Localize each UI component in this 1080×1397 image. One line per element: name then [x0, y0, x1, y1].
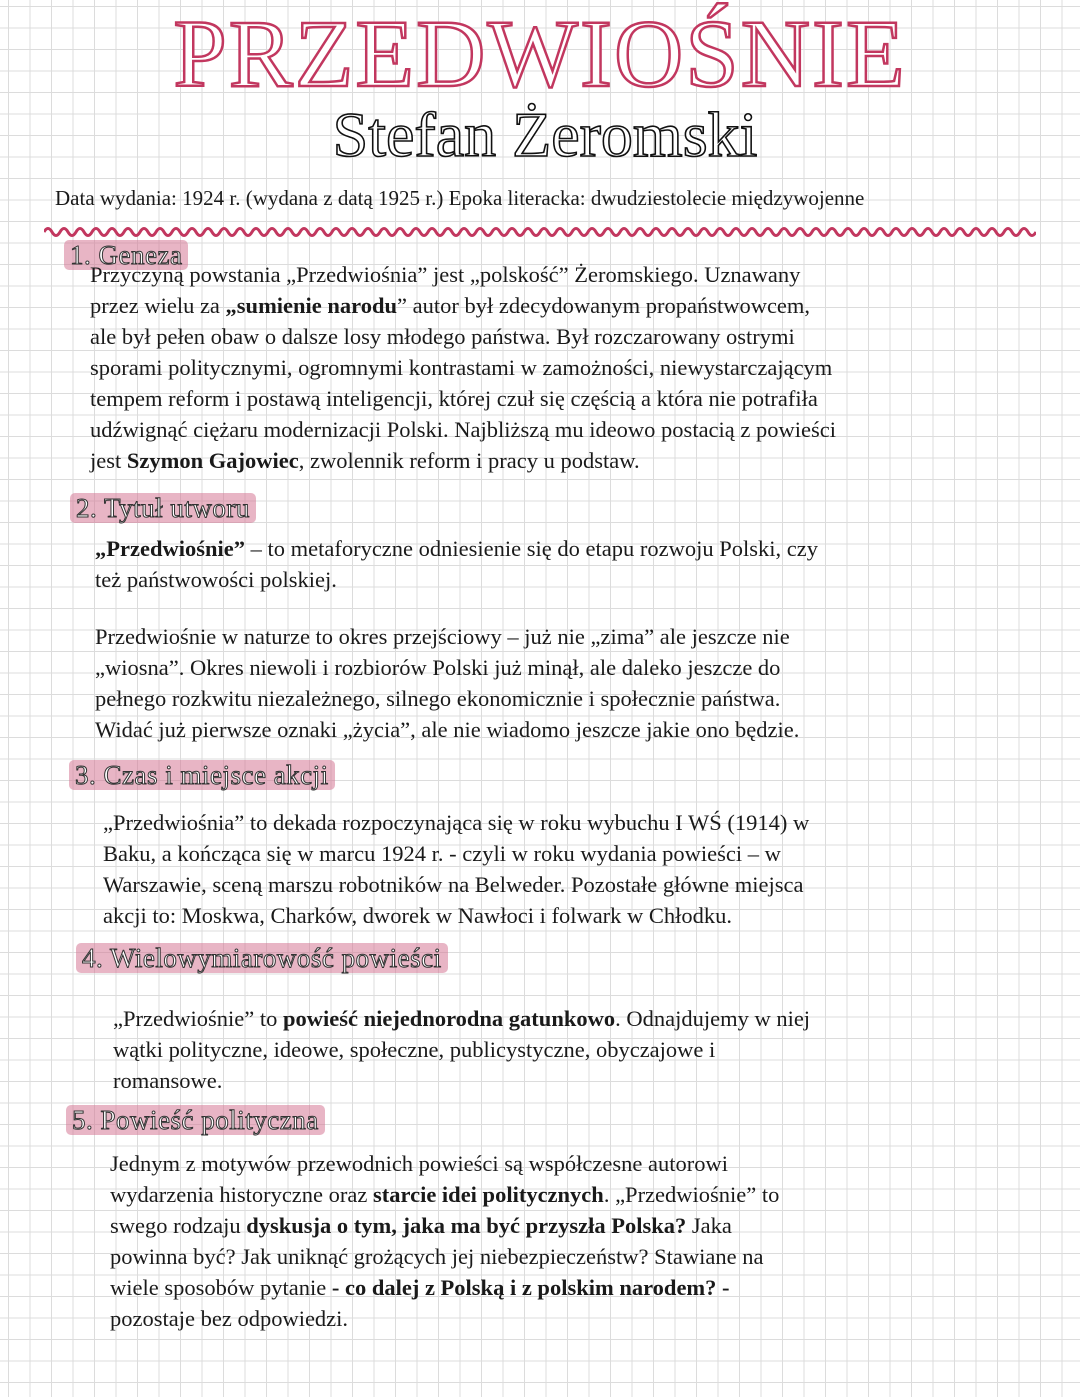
document-title: PRZEDWIOŚNIE	[173, 0, 907, 107]
text: Jednym z motywów przewodnich powieści są współczesne autorowi	[110, 1151, 728, 1176]
text: wątki polityczne, ideowe, społeczne, publicystyczne, obyczajowe i	[113, 1037, 716, 1062]
text: – to metaforyczne odniesienie się do etapu rozwoju Polski, czy	[244, 536, 818, 561]
text: Przedwiośnie w naturze to okres przejściowy – już nie „zima” ale jeszcze nie	[95, 624, 790, 649]
bold-text: powieść niejednorodna gatunkowo	[282, 1006, 616, 1031]
text-line	[110, 1272, 779, 1303]
text-line	[95, 683, 818, 714]
text-line	[90, 290, 836, 321]
text: . „Przedwiośnie” to	[603, 1182, 780, 1207]
text: Warszawie, sceną marszu robotników na Belweder. Pozostałe główne miejsca	[103, 872, 804, 897]
text: „Przedwiośnie” to	[113, 1006, 283, 1031]
section-heading-geneza: 1. Geneza	[64, 240, 188, 270]
text-line	[90, 383, 836, 414]
wavy-divider	[44, 224, 1036, 240]
publication-info: Data wydania: 1924 r. (wydana z datą 1925 r.) Epoka literacka: dwudziestolecie międzywojenne	[55, 186, 865, 210]
text: powinna być? Jak uniknąć grożących jej niebezpieczeństw? Stawiane na	[110, 1244, 764, 1269]
text: . Odnajdujemy w niej	[615, 1006, 811, 1031]
bold-text: „sumienie narodu	[225, 293, 398, 318]
text: Baku, a kończąca się w marcu 1924 r. - czyli w roku wydania powieści – w	[103, 841, 781, 866]
text: „wiosna”. Okres niewoli i rozbiorów Polski już minął, ale daleko jeszcze do	[95, 655, 781, 680]
text-line	[95, 564, 818, 595]
text: swego rodzaju	[110, 1213, 247, 1238]
text-line	[103, 807, 809, 838]
text: „Przedwiośnia” to dekada rozpoczynająca się w roku wybuchu I WŚ (1914) w	[103, 810, 810, 835]
text-line	[95, 652, 818, 683]
bold-text: dyskusja o tym, jaka ma być przyszła Polska?	[246, 1213, 687, 1238]
text: akcji to: Moskwa, Charków, dworek w Nawłoci i folwark w Chłodku.	[103, 903, 733, 928]
text-line	[103, 869, 809, 900]
text: też państwowości polskiej.	[95, 567, 337, 592]
text-line	[110, 1303, 779, 1334]
section-body-tytul	[95, 533, 818, 745]
section-heading-tytul: 2. Tytuł utworu	[70, 493, 256, 523]
text-line	[113, 1003, 810, 1034]
text: przez wielu za	[90, 293, 226, 318]
section-body-wielowymiarowosc	[113, 1003, 810, 1096]
text-line	[110, 1179, 779, 1210]
text-line	[90, 414, 836, 445]
text: Widać już pierwsze oznaki „życia”, ale nie wiadomo jeszcze jakie ono będzie.	[95, 717, 800, 742]
text-line	[95, 533, 818, 564]
section-heading-wielowymiarowosc: 4. Wielowymiarowość powieści	[76, 943, 448, 973]
text-line	[110, 1241, 779, 1272]
text: pozostaje bez odpowiedzi.	[110, 1306, 349, 1331]
text: wydarzenia historyczne oraz	[110, 1182, 373, 1207]
text-line	[95, 621, 818, 652]
text-line	[110, 1148, 779, 1179]
text: udźwignąć ciężaru modernizacji Polski. Najbliższą mu ideowo postacią z powieści	[90, 417, 836, 442]
text: wiele sposobów pytanie	[110, 1275, 332, 1300]
text: , zwolennik reform i pracy u podstaw.	[298, 448, 640, 473]
text-line	[90, 352, 836, 383]
author-name: Stefan Żeromski	[332, 99, 758, 170]
section-heading-czas-miejsce: 3. Czas i miejsce akcji	[69, 760, 335, 790]
text-line	[90, 321, 836, 352]
text: romansowe.	[113, 1068, 223, 1093]
text: tempem reform i postawą inteligencji, której czuł się częścią a która nie potrafiła	[90, 386, 818, 411]
section-body-powiesc-polityczna	[110, 1148, 779, 1334]
text-line	[113, 1065, 810, 1096]
text: Jaka	[686, 1213, 732, 1238]
text: Przyczyną powstania „Przedwiośnia” jest „polskość” Żeromskiego. Uznawany	[90, 262, 801, 287]
text-line	[90, 259, 836, 290]
text: pełnego rozkwitu niezależnego, silnego ekonomicznie i społecznie państwa.	[95, 686, 781, 711]
text-line	[90, 445, 836, 476]
text-line	[103, 838, 809, 869]
paragraph-gap	[95, 595, 818, 621]
text-line	[113, 1034, 810, 1065]
bold-text: „Przedwiośnie”	[95, 536, 245, 561]
text-line	[95, 714, 818, 745]
section-body-czas-miejsce	[103, 807, 809, 931]
bold-text: starcie idei politycznych	[373, 1182, 604, 1207]
bold-text: - co dalej z Polską i z polskim narodem? -	[331, 1275, 730, 1300]
bold-text: Szymon Gajowiec	[126, 448, 299, 473]
section-body-geneza	[90, 259, 836, 476]
text-line	[110, 1210, 779, 1241]
text: sporami politycznymi, ogromnymi kontrastami w zamożności, niewystarczającym	[90, 355, 833, 380]
section-heading-powiesc-polityczna: 5. Powieść polityczna	[66, 1105, 325, 1135]
text: ” autor był zdecydowanym propaństwowcem,	[397, 293, 811, 318]
text: ale był pełen obaw o dalsze losy młodego państwa. Był rozczarowany ostrymi	[90, 324, 795, 349]
text: jest	[90, 448, 127, 473]
text-line	[103, 900, 809, 931]
